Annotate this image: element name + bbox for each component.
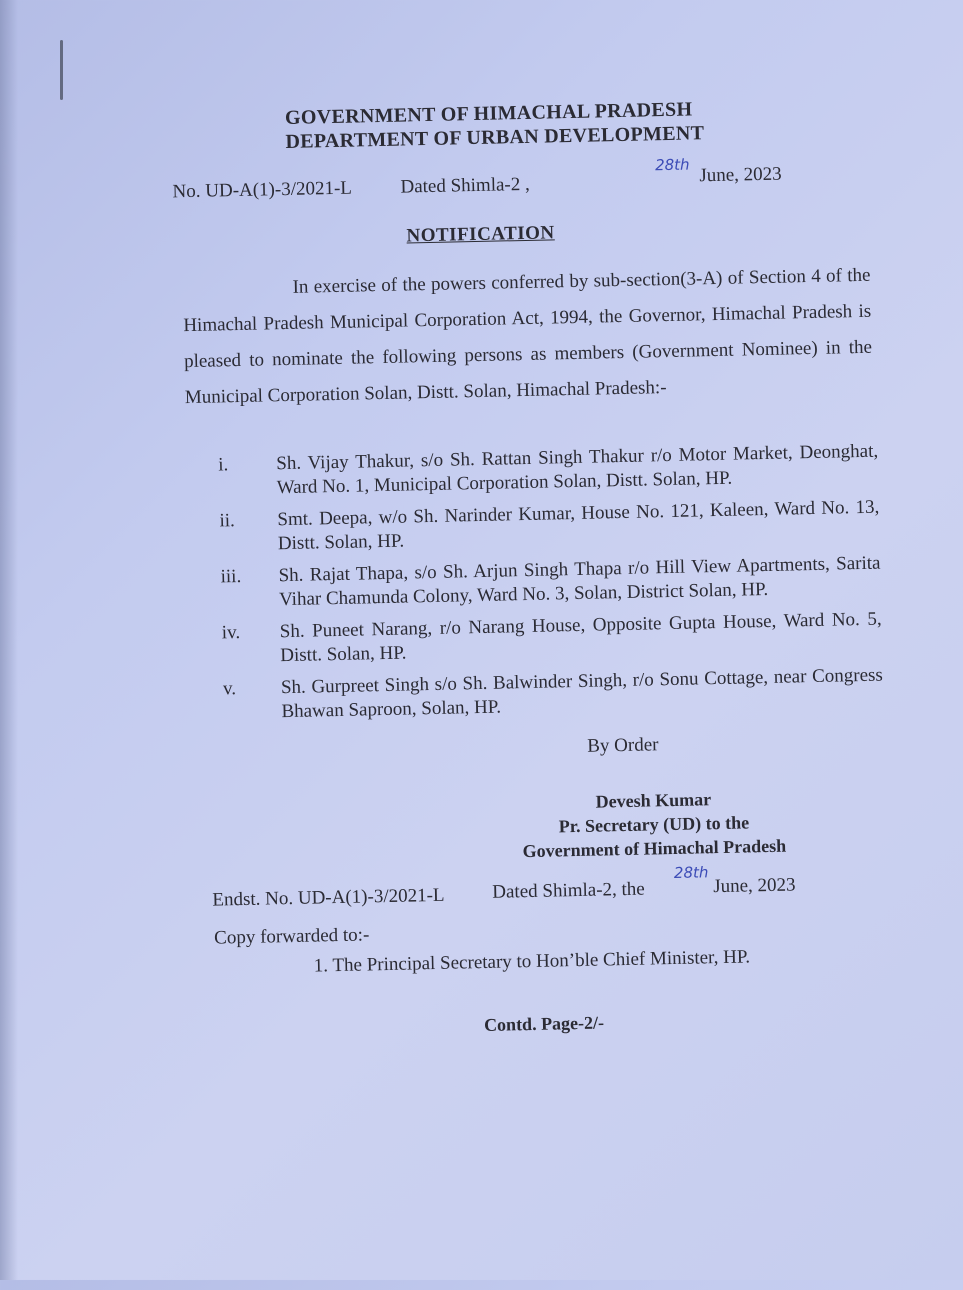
reference-month-year: June, 2023	[699, 163, 782, 187]
endorsement-month-year: June, 2023	[712, 874, 796, 898]
header-government: GOVERNMENT OF HIMACHAL PRADESH	[284, 98, 693, 129]
list-item-text: Sh. Gurpreet Singh s/o Sh. Balwinder Singh, r/o Sonu Cottage, near Congress Bhawan Saproon, Solan, HP.	[280, 664, 884, 723]
endorsement-handwritten-day: 28th	[673, 863, 709, 882]
signatory-designation: Pr. Secretary (UD) to the	[558, 812, 750, 837]
list-item	[222, 608, 883, 670]
copy-forwarded-label: Copy forwarded to:-	[213, 924, 370, 949]
list-item-number: iii.	[220, 565, 242, 588]
signatory-office: Government of Himachal Pradesh	[522, 835, 787, 862]
notification-title: NOTIFICATION	[406, 222, 555, 247]
recipient-item	[314, 946, 751, 977]
list-item	[219, 496, 880, 558]
endorsement-number: Endst. No. UD-A(1)-3/2021-L	[212, 884, 445, 911]
endorsement-dated-label: Dated Shimla-2, the	[492, 878, 645, 903]
reference-number: No. UD-A(1)-3/2021-L	[172, 177, 353, 203]
notification-body: In exercise of the powers conferred by sub-section(3-A) of Section 4 of the Himachal Pradesh Municipal Corporation Act, 1994, the Governor, Himachal Pradesh is pleased to nominate the following persons as members (Government Nominee) in the Municipal Corporation Solan, Distt. Solan, Himachal Pradesh:-	[183, 264, 873, 409]
list-item-text: Sh. Puneet Narang, r/o Narang House, Opposite Gupta House, Ward No. 5, Distt. Solan, HP.	[279, 608, 882, 667]
list-item-number: i.	[218, 454, 229, 476]
signatory-name: Devesh Kumar	[595, 789, 712, 812]
list-item-number: ii.	[219, 510, 235, 532]
list-item-text: Smt. Deepa, w/o Sh. Narinder Kumar, House No. 121, Kaleen, Ward No. 13, Distt. Solan, HP.	[277, 496, 880, 555]
list-item-number: iv.	[221, 622, 241, 644]
header-department: DEPARTMENT OF URBAN DEVELOPMENT	[285, 122, 705, 153]
nominee-list	[218, 440, 884, 734]
list-item-number: v.	[222, 678, 237, 700]
recipient-text: The Principal Secretary to Hon’ble Chief Minister, HP.	[332, 946, 751, 977]
recipient-number: 1.	[313, 955, 329, 977]
list-item	[218, 440, 879, 502]
reference-dated-label: Dated Shimla-2 ,	[400, 173, 530, 198]
signature-block	[503, 785, 804, 863]
list-item-text: Sh. Vijay Thakur, s/o Sh. Rattan Singh Thakur r/o Motor Market, Deonghat, Ward No. 1, Municipal Corporation Solan, Distt. Solan, HP.	[276, 440, 879, 499]
by-order: By Order	[587, 734, 659, 757]
list-item	[220, 552, 881, 614]
continued-footer: Contd. Page-2/-	[483, 1012, 605, 1035]
handwritten-day: 28th	[654, 155, 690, 175]
list-item-text: Sh. Rajat Thapa, s/o Sh. Arjun Singh Thapa r/o Hill View Apartments, Sarita Vihar Chamunda Colony, Ward No. 3, Solan, District Solan, HP.	[278, 552, 881, 611]
list-item	[223, 664, 884, 726]
